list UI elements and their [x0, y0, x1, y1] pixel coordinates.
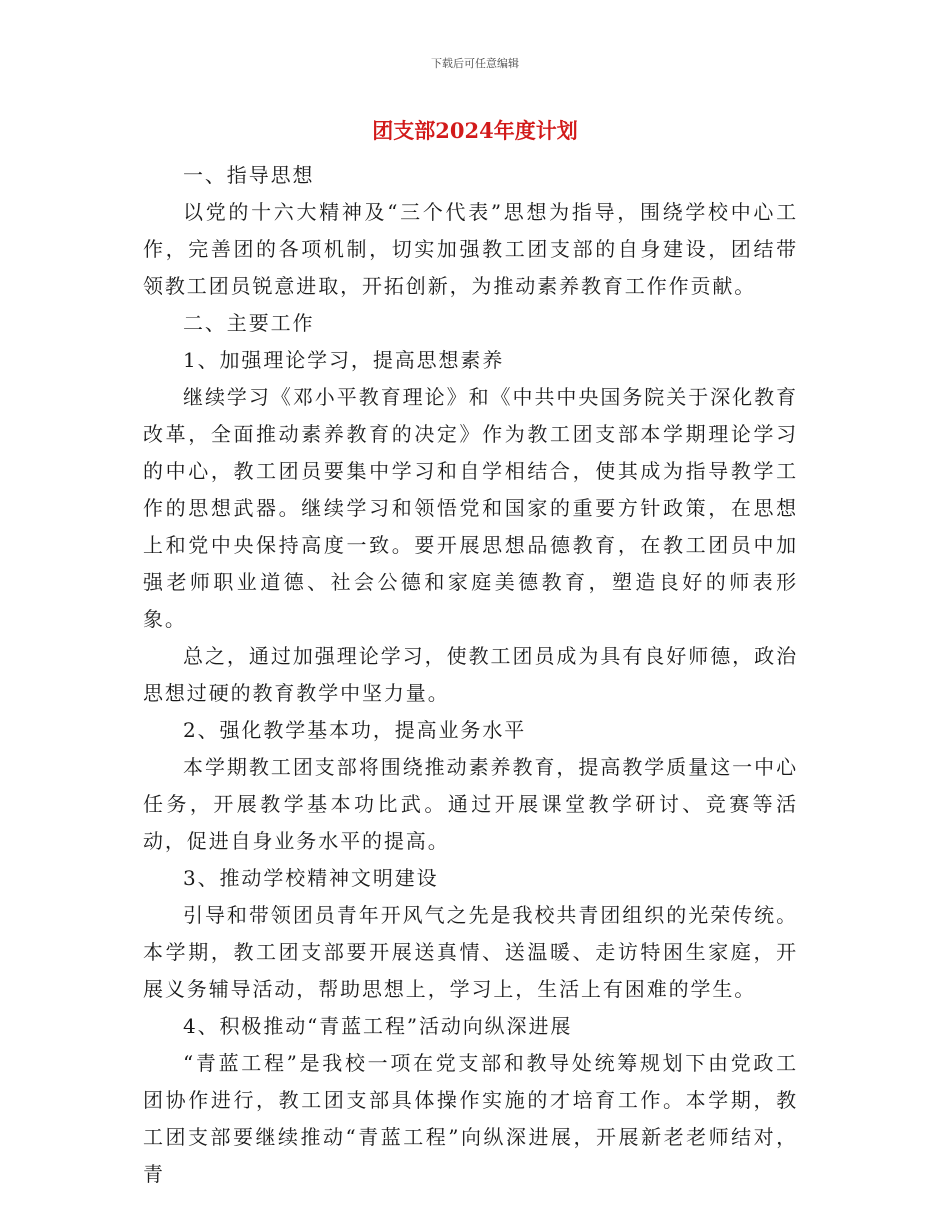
- document-body: [143, 157, 798, 1193]
- paragraph: “青蓝工程”是我校一项在党支部和教导处统筹规划下由党政工团协作进行，教工团支部具体操作实施的才培育工作。本学期，教工团支部要继续推动“青蓝工程”向纵深进展，开展新老老师结对，青: [143, 1051, 798, 1186]
- paragraph: 继续学习《邓小平教育理论》和《中共中央国务院关于深化教育改革，全面推动素养教育的决定》作为教工团支部本学期理论学习的中心，教工团员要集中学习和自学相结合，使其成为指导教学工作的思想武器。继续学习和领悟党和国家的重要方针政策，在思想上和党中央保持高度一致。要开展思想品德教育，在教工团员中加强老师职业道德、社会公德和家庭美德教育，塑造良好的师表形象。: [143, 385, 798, 631]
- paragraph: 本学期教工团支部将围绕推动素养教育，提高教学质量这一中心任务，开展教学基本功比武。通过开展课堂教学研讨、竞赛等活动，促进自身业务水平的提高。: [143, 755, 798, 853]
- document-title: 团支部2024年度计划: [372, 118, 578, 143]
- paragraph: 总之，通过加强理论学习，使教工团员成为具有良好师德，政治思想过硬的教育教学中坚力量。: [143, 644, 798, 705]
- subsection-heading: 1、加强理论学习，提高思想素养: [183, 348, 505, 372]
- section-heading: 一、指导思想: [183, 163, 315, 187]
- subsection-heading: 2、强化教学基本功，提高业务水平: [183, 718, 527, 742]
- section-heading: 二、主要工作: [183, 311, 315, 335]
- paragraph: 引导和带领团员青年开风气之先是我校共青团组织的光荣传统。本学期，教工团支部要开展送真情、送温暖、走访特困生家庭，开展义务辅导活动，帮助思想上，学习上，生活上有困难的学生。: [143, 903, 798, 1001]
- header-note: 下载后可任意编辑: [431, 57, 519, 70]
- subsection-heading: 4、积极推动“青蓝工程”活动向纵深进展: [183, 1014, 573, 1038]
- subsection-heading: 3、推动学校精神文明建设: [183, 866, 439, 890]
- paragraph: 以党的十六大精神及“三个代表”思想为指导，围绕学校中心工作，完善团的各项机制，切实加强教工团支部的自身建设，团结带领教工团员锐意进取，开拓创新，为推动素养教育工作作贡献。: [143, 200, 798, 298]
